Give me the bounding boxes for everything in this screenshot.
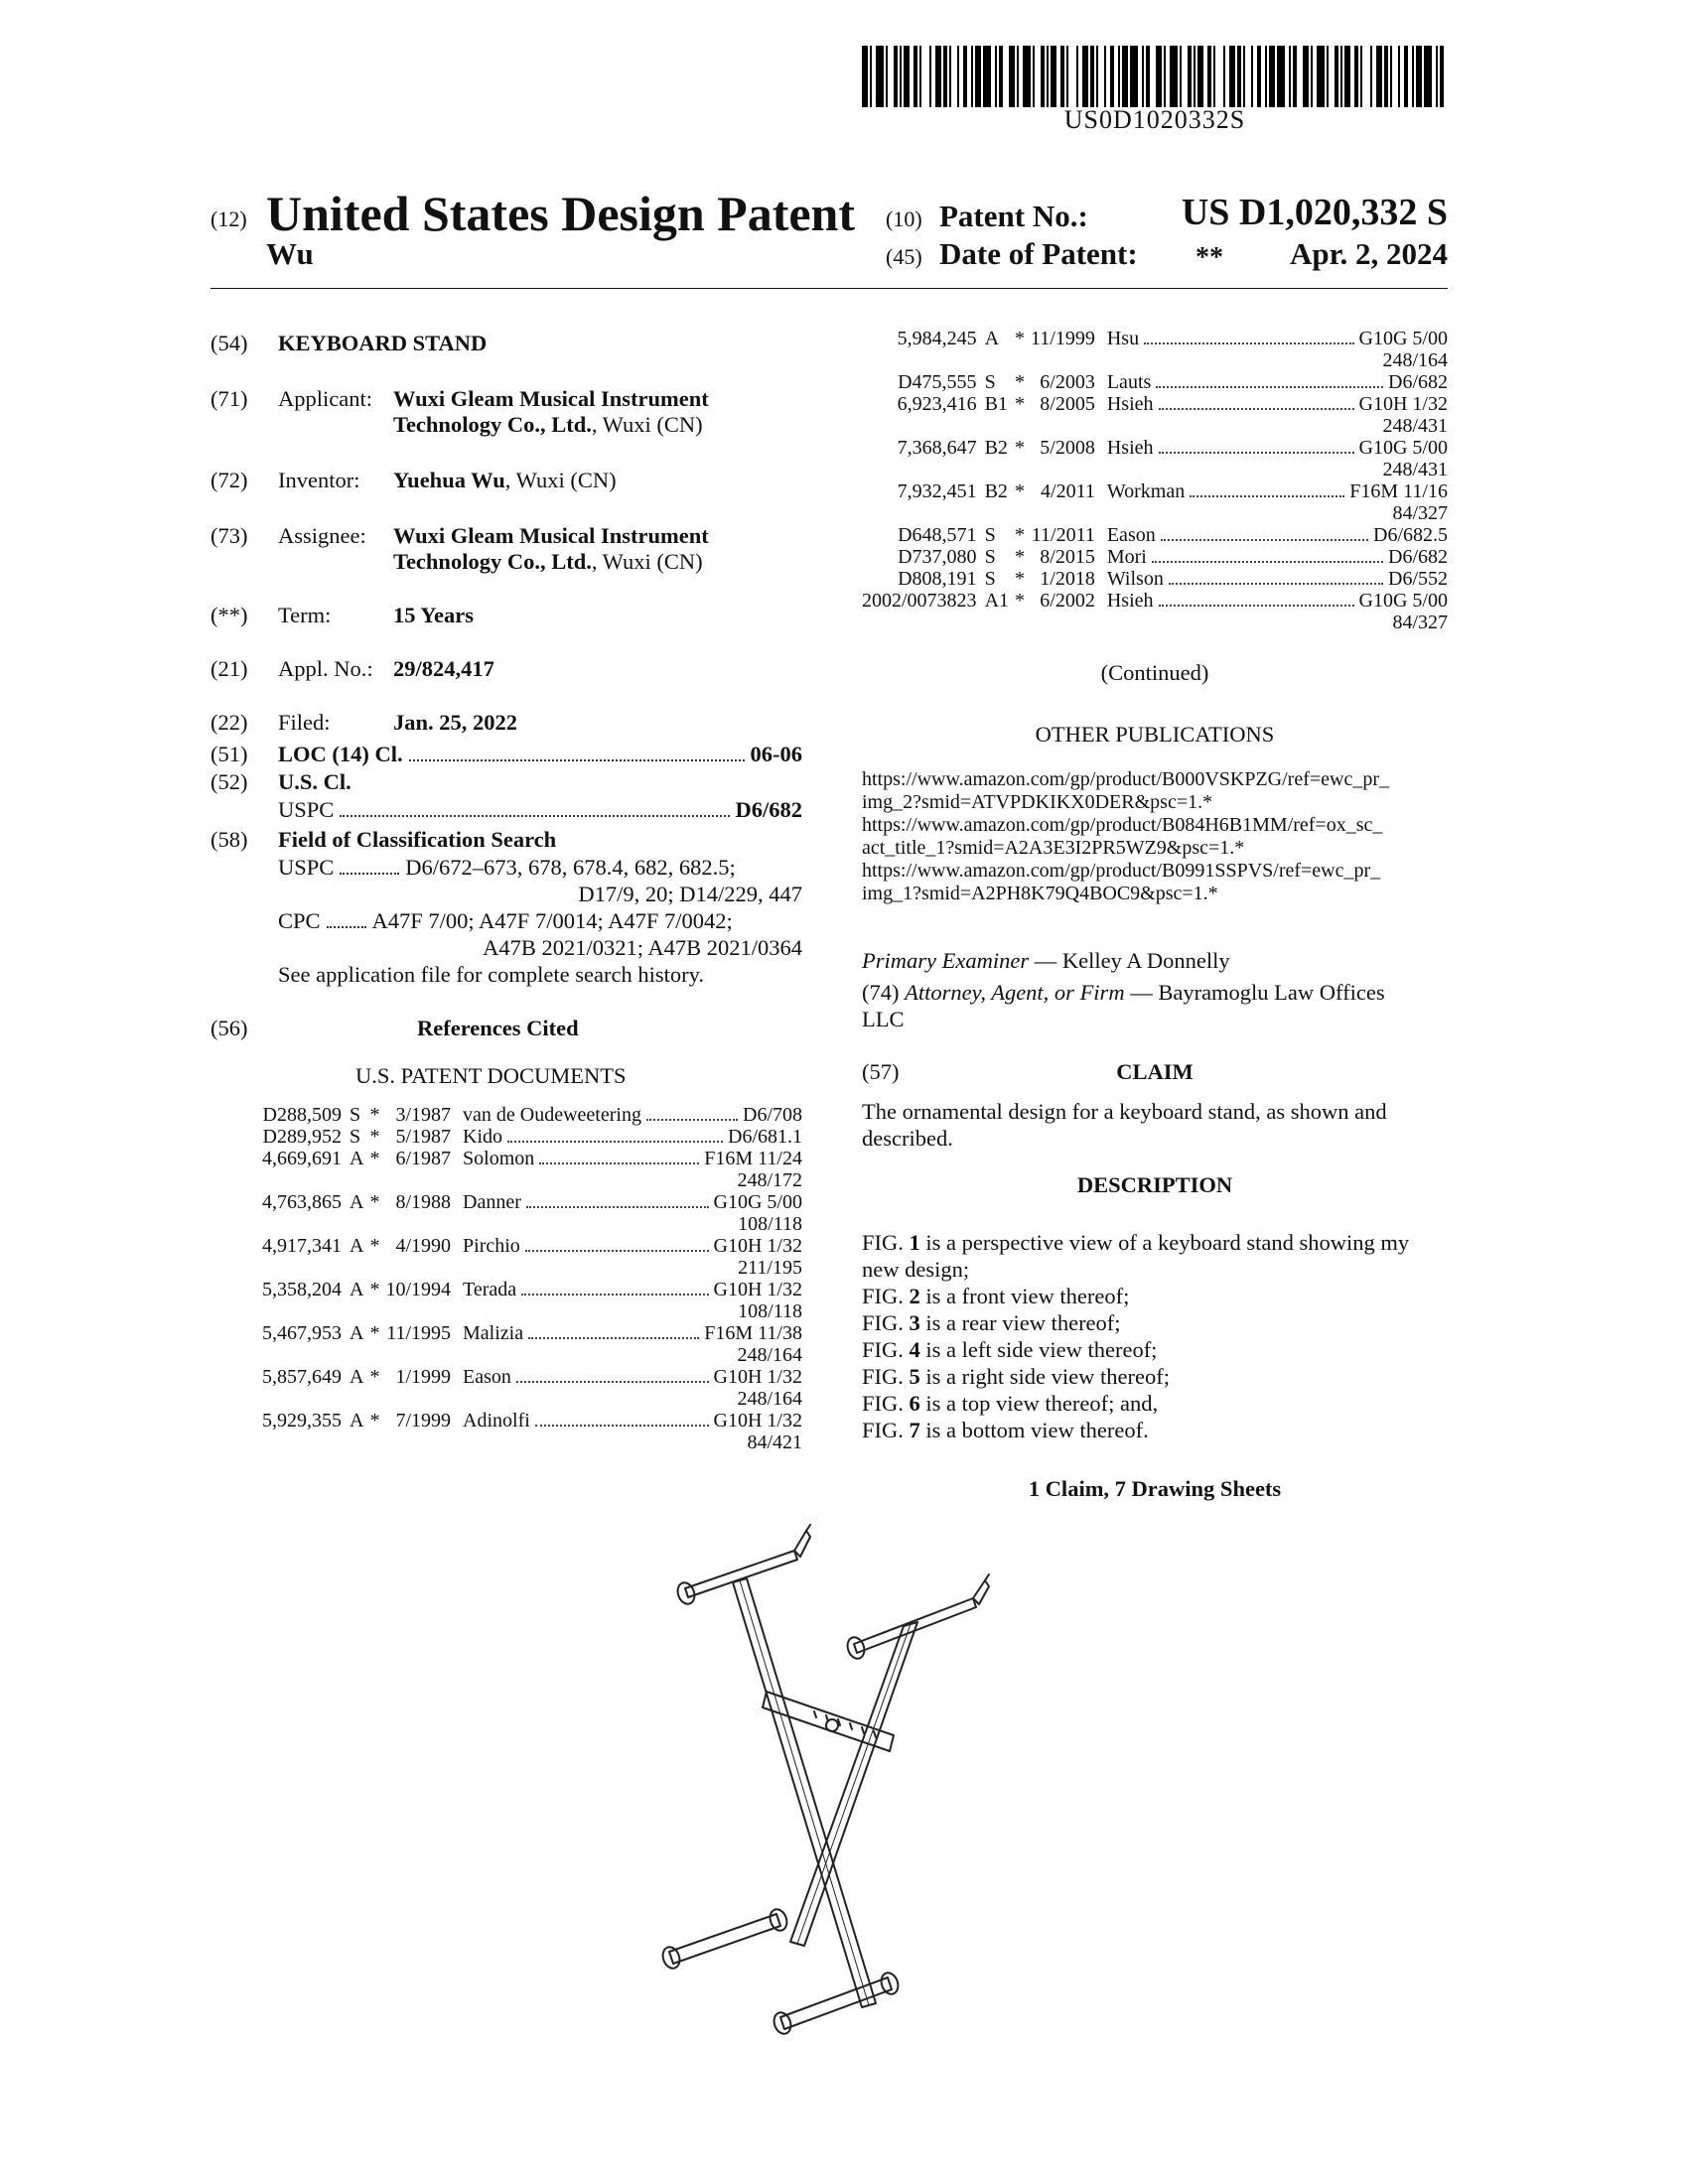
appl-label: Appl. No.: (278, 656, 373, 681)
figure-line (862, 1390, 1448, 1417)
refs-left-table (262, 1104, 802, 1453)
refs_left-row (262, 1126, 802, 1148)
ref-date: 8/2015 (1040, 546, 1095, 568)
ref-class: D6/682 (1388, 371, 1448, 393)
ref-kind: A (350, 1279, 364, 1300)
ref-kind: A (350, 1235, 364, 1257)
ref-kind: A (350, 1191, 364, 1213)
ref-name-cell (451, 1104, 802, 1126)
ref-kind: A (350, 1366, 364, 1388)
field-uspc-row (278, 854, 802, 881)
ref-class: F16M 11/16 (1349, 480, 1448, 502)
ref-number: D808,191 (898, 568, 977, 590)
ref-class: D6/682.5 (1373, 524, 1448, 546)
ref-star: * (1015, 568, 1026, 590)
ref-kind: S (984, 568, 996, 590)
barcode-text: US0D1020332S (1063, 105, 1246, 134)
date-marker: ** (1196, 242, 1223, 273)
figure-description: is a rear view thereof; (919, 1310, 1121, 1335)
figure-prefix: FIG. (862, 1418, 910, 1442)
top-right-support (845, 1574, 989, 1661)
other-publications-heading: OTHER PUBLICATIONS (1035, 722, 1275, 747)
ref-name-cell (1095, 480, 1448, 502)
date-of-patent: Apr. 2, 2024 (1289, 236, 1448, 271)
ref-inventor: Danner (463, 1191, 521, 1213)
ref-number: D648,571 (898, 524, 977, 546)
refs_right-row (862, 568, 1448, 590)
ref-date: 7/1999 (395, 1410, 452, 1432)
patent-number: US D1,020,332 S (1181, 192, 1448, 233)
uspc-row (278, 796, 802, 823)
ref-number: 4,763,865 (262, 1191, 342, 1213)
ref-inventor: Eason (463, 1366, 511, 1388)
assignee-label: Assignee: (278, 523, 366, 548)
refs_left-row (262, 1410, 802, 1432)
field-note: See application file for complete search history. (278, 962, 705, 987)
ref-class: G10G 5/00 (1358, 328, 1448, 349)
ref-number: 2002/0073823 (862, 590, 977, 612)
ref-name-cell (1095, 437, 1448, 459)
ref-number: 4,669,691 (262, 1148, 342, 1169)
applicant-line2-bold: Technology Co., Ltd. (393, 412, 592, 437)
uscl-label: U.S. Cl. (278, 769, 352, 794)
ref-class: G10H 1/32 (1358, 393, 1448, 415)
figure-description: is a right side view thereof; (919, 1364, 1170, 1389)
applicant-line1: Wuxi Gleam Musical Instrument (393, 386, 709, 411)
applicant-label: Applicant: (278, 386, 372, 411)
ref-number: 6,923,416 (897, 393, 977, 415)
ref-inventor: Solomon (463, 1148, 535, 1169)
ref-name-cell (451, 1126, 802, 1148)
figure-description: is a perspective view of a keyboard stand showing my (919, 1230, 1410, 1255)
field-code: (58) (211, 827, 248, 852)
attorney-label: Attorney, Agent, or Firm (905, 980, 1125, 1005)
ref-class: D6/552 (1388, 568, 1448, 590)
figure-description: is a bottom view thereof. (919, 1418, 1149, 1442)
examiner-label: Primary Examiner (862, 948, 1030, 973)
ref-inventor: Malizia (463, 1322, 524, 1344)
us-patent-documents-heading: U.S. PATENT DOCUMENTS (355, 1063, 627, 1088)
refs-code: (56) (211, 1016, 248, 1040)
claims-summary: 1 Claim, 7 Drawing Sheets (1028, 1476, 1282, 1501)
publication-url-3b: img_1?smid=A2PH8K79Q4BOC9&psc=1.* (862, 883, 1218, 904)
ref-inventor: Eason (1106, 524, 1156, 546)
publication-url-1a: https://www.amazon.com/gp/product/B000VSKPZG/ref=ewc_pr_ (862, 768, 1390, 790)
ref-subclass: 108/118 (738, 1300, 802, 1322)
ref-inventor: Hsieh (1106, 393, 1154, 415)
ref-kind: S (984, 546, 996, 568)
figure-line (862, 1229, 1448, 1256)
assignee-line2-bold: Technology Co., Ltd. (393, 549, 592, 574)
refs_right-row (862, 480, 1448, 502)
doc-type-title: United States Design Patent (266, 186, 856, 241)
field-label: Field of Classification Search (278, 827, 557, 852)
figure-prefix: FIG. (862, 1310, 910, 1335)
inventor-code: (72) (211, 468, 248, 492)
refs_right-subrow (862, 459, 1448, 480)
field-uspc-line1: D6/672–673, 678, 678.4, 682, 682.5; (405, 855, 736, 880)
top-left-support (675, 1525, 810, 1606)
figure-prefix: FIG. (862, 1391, 910, 1416)
figure-prefix: FIG. (862, 1337, 910, 1362)
figure-number: 2 (909, 1284, 920, 1308)
ref-star: * (1015, 480, 1026, 502)
ref-kind: S (984, 371, 996, 393)
ref-number: 7,368,647 (897, 437, 977, 459)
ref-kind: S (350, 1104, 361, 1126)
inventor-label: Inventor: (278, 468, 360, 492)
ref-class: G10H 1/32 (713, 1235, 802, 1257)
ref-inventor: Terada (463, 1279, 517, 1300)
ref-class: D6/681.1 (728, 1126, 802, 1148)
ref-date: 11/2011 (1031, 524, 1095, 546)
refs_left-subrow (262, 1344, 802, 1366)
claim-code: (57) (862, 1059, 900, 1084)
ref-number: 5,857,649 (262, 1366, 342, 1388)
ref-date: 3/1987 (395, 1104, 452, 1126)
ref-name-cell (1095, 590, 1448, 612)
ref-subclass: 211/195 (738, 1257, 802, 1279)
uspc-label: USPC (278, 797, 335, 822)
keyboard-stand-drawing (655, 1517, 1033, 2053)
appl-code: (21) (211, 656, 248, 681)
figure-line (862, 1256, 1448, 1283)
refs_left-row (262, 1148, 802, 1169)
ref-number: D289,952 (262, 1126, 342, 1148)
ref-kind: S (984, 524, 996, 546)
ref-subclass: 84/421 (747, 1432, 802, 1453)
claim-text-2: described. (862, 1126, 953, 1151)
field-uspc-label: USPC (278, 855, 335, 880)
ref-class: F16M 11/24 (704, 1148, 802, 1169)
term-code: (**) (211, 603, 248, 627)
ref-name-cell (451, 1410, 802, 1432)
ref-inventor: Hsieh (1106, 590, 1154, 612)
figure-number: 6 (909, 1391, 920, 1416)
ref-date: 4/1990 (395, 1235, 452, 1257)
figure-line (862, 1417, 1448, 1443)
ref-number: D475,555 (898, 371, 977, 393)
refs_left-subrow (262, 1388, 802, 1410)
ref-date: 4/2011 (1041, 480, 1095, 502)
ref-star: * (369, 1148, 380, 1169)
ref-inventor: Workman (1106, 480, 1186, 502)
ref-star: * (369, 1366, 380, 1388)
figure-prefix: FIG. (862, 1230, 910, 1255)
code-10: (10) (886, 206, 922, 231)
ref-inventor: Hsieh (1106, 437, 1154, 459)
filed-date: Jan. 25, 2022 (393, 710, 518, 735)
figure-description: is a left side view thereof; (919, 1337, 1158, 1362)
attorney-name: — Bayramoglu Law Offices (1130, 980, 1385, 1005)
ref-name-cell (451, 1279, 802, 1300)
ref-number: 5,984,245 (897, 328, 977, 349)
ref-number: 4,917,341 (262, 1235, 342, 1257)
uspc-value: D6/682 (735, 797, 802, 822)
date-label: Date of Patent: (939, 236, 1138, 271)
barcode (862, 46, 1448, 107)
refs_left-subrow (262, 1257, 802, 1279)
loc-row (278, 741, 802, 767)
ref-name-cell (1095, 524, 1448, 546)
loc-label: LOC (14) Cl. (278, 742, 403, 766)
ref-name-cell (451, 1322, 802, 1344)
field-cpc-label: CPC (278, 908, 321, 933)
ref-date: 6/2002 (1040, 590, 1095, 612)
ref-kind: S (350, 1126, 361, 1148)
inventor-value (393, 467, 617, 493)
ref-date: 6/1987 (395, 1148, 452, 1169)
refs_left-row (262, 1104, 802, 1126)
ref-name-cell (451, 1191, 802, 1213)
figure-description: is a front view thereof; (919, 1284, 1130, 1308)
field-cpc-line2: A47B 2021/0321; A47B 2021/0364 (483, 935, 802, 960)
refs_left-row (262, 1191, 802, 1213)
ref-star: * (369, 1235, 380, 1257)
ref-class: G10G 5/00 (1358, 437, 1448, 459)
ref-name-cell (1095, 568, 1448, 590)
refs-left-list (262, 1104, 802, 1453)
ref-number: D737,080 (898, 546, 977, 568)
refs-right-table (862, 328, 1448, 633)
refs_left-subrow (262, 1432, 802, 1453)
ref-star: * (1015, 328, 1026, 349)
ref-name-cell (1095, 328, 1448, 349)
ref-class: D6/682 (1388, 546, 1448, 568)
ref-subclass: 248/431 (1382, 415, 1448, 437)
appl-number: 29/824,417 (393, 656, 494, 681)
ref-star: * (1015, 437, 1026, 459)
figure-list (862, 1229, 1448, 1443)
refs_right-row (862, 328, 1448, 349)
filed-code: (22) (211, 710, 248, 735)
title-code: (54) (211, 331, 248, 355)
publication-url-3a: https://www.amazon.com/gp/product/B0991SSPVS/ref=ewc_pr_ (862, 860, 1381, 882)
refs_left-row (262, 1235, 802, 1257)
ref-star: * (369, 1322, 380, 1344)
refs_left-row (262, 1322, 802, 1344)
ref-star: * (1015, 590, 1026, 612)
ref-kind: B2 (984, 480, 1008, 502)
refs_left-subrow (262, 1169, 802, 1191)
figure-number: 5 (909, 1364, 920, 1389)
description-heading: DESCRIPTION (1076, 1172, 1233, 1197)
ref-name-cell (1095, 371, 1448, 393)
ref-name-cell (1095, 393, 1448, 415)
ref-star: * (369, 1191, 380, 1213)
figure-description: is a top view thereof; and, (919, 1391, 1159, 1416)
figure-line (862, 1309, 1448, 1336)
assignee-code: (73) (211, 523, 248, 548)
term-value: 15 Years (393, 603, 475, 627)
ref-name-cell (451, 1366, 802, 1388)
ref-number: 5,358,204 (262, 1279, 342, 1300)
ref-name-cell (1095, 546, 1448, 568)
ref-star: * (1015, 524, 1026, 546)
figure-number: 7 (909, 1418, 920, 1442)
uscl-code: (52) (211, 769, 248, 794)
header-rule (211, 288, 1448, 289)
ref-star: * (369, 1126, 380, 1148)
ref-class: F16M 11/38 (704, 1322, 802, 1344)
ref-date: 6/2003 (1040, 371, 1095, 393)
claim-text-1: The ornamental design for a keyboard stand, as shown and (862, 1099, 1387, 1124)
ref-kind: A (350, 1410, 364, 1432)
refs_right-row (862, 546, 1448, 568)
ref-number: 5,929,355 (262, 1410, 342, 1432)
refs_right-row (862, 524, 1448, 546)
bottom-left-foot (660, 1907, 790, 1971)
examiner-name: — Kelley A Donnelly (1034, 948, 1230, 973)
ref-number: D288,509 (262, 1104, 342, 1126)
claim-heading: CLAIM (1116, 1059, 1194, 1084)
figure-number: 1 (909, 1230, 920, 1255)
refs_right-row (862, 590, 1448, 612)
ref-name-cell (451, 1235, 802, 1257)
assignee-line1: Wuxi Gleam Musical Instrument (393, 523, 709, 548)
ref-inventor: Adinolfi (463, 1410, 530, 1432)
refs_right-subrow (862, 612, 1448, 633)
filed-label: Filed: (278, 710, 331, 735)
term-label: Term: (278, 603, 332, 627)
ref-kind: A (350, 1148, 364, 1169)
refs_right-subrow (862, 415, 1448, 437)
ref-class: G10G 5/00 (1358, 590, 1448, 612)
assignee-location: , Wuxi (CN) (591, 549, 703, 574)
ref-kind: A1 (984, 590, 1010, 612)
examiner-row (862, 947, 1230, 974)
bottom-right-foot (772, 1971, 902, 2036)
ref-star: * (369, 1104, 380, 1126)
ref-inventor: van de Oudeweetering (463, 1104, 641, 1126)
refs-cited-heading: References Cited (417, 1016, 579, 1040)
loc-code: (51) (211, 742, 248, 766)
ref-date: 11/1999 (1031, 328, 1095, 349)
ref-subclass: 108/118 (738, 1213, 802, 1235)
attorney-row (862, 979, 1385, 1006)
ref-date: 1/1999 (395, 1366, 452, 1388)
patent-title: KEYBOARD STAND (278, 331, 488, 355)
ref-star: * (1015, 546, 1026, 568)
ref-class: G10G 5/00 (713, 1191, 802, 1213)
figure-number: 4 (909, 1337, 920, 1362)
ref-subclass: 248/164 (737, 1388, 802, 1410)
ref-number: 5,467,953 (262, 1322, 342, 1344)
ref-star: * (1015, 393, 1026, 415)
ref-date: 11/1995 (386, 1322, 452, 1344)
field-uspc-line2: D17/9, 20; D14/229, 447 (578, 882, 802, 906)
inventor-location: , Wuxi (CN) (504, 468, 617, 492)
ref-date: 8/2005 (1040, 393, 1095, 415)
publication-url-2a: https://www.amazon.com/gp/product/B084H6B1MM/ref=ox_sc_ (862, 814, 1383, 836)
field-cpc-row (278, 907, 802, 934)
applicant-line2 (393, 411, 703, 438)
code-12: (12) (211, 206, 247, 231)
inventor-name: Yuehua Wu (393, 468, 505, 492)
ref-class: G10H 1/32 (713, 1279, 802, 1300)
ref-class: G10H 1/32 (713, 1410, 802, 1432)
ref-star: * (369, 1410, 380, 1432)
ref-number: 7,932,451 (897, 480, 977, 502)
figure-line (862, 1336, 1448, 1363)
ref-subclass: 248/164 (737, 1344, 802, 1366)
figure-line (862, 1363, 1448, 1390)
ref-inventor: Lauts (1106, 371, 1152, 393)
refs_left-row (262, 1279, 802, 1300)
ref-subclass: 248/172 (737, 1169, 802, 1191)
field-cpc-line1: A47F 7/00; A47F 7/0014; A47F 7/0042; (371, 908, 733, 933)
refs_left-subrow (262, 1300, 802, 1322)
figure-line (862, 1283, 1448, 1309)
refs_right-row (862, 371, 1448, 393)
refs_left-row (262, 1366, 802, 1388)
ref-inventor: Wilson (1106, 568, 1164, 590)
refs_left-subrow (262, 1213, 802, 1235)
ref-date: 1/2018 (1040, 568, 1095, 590)
ref-date: 10/1994 (385, 1279, 452, 1300)
ref-date: 8/1988 (395, 1191, 452, 1213)
refs_right-row (862, 437, 1448, 459)
ref-kind: B1 (984, 393, 1008, 415)
continued-note: (Continued) (1100, 660, 1209, 685)
ref-subclass: 248/431 (1382, 459, 1448, 480)
ref-inventor: Pirchio (463, 1235, 520, 1257)
ref-subclass: 84/327 (1392, 502, 1448, 524)
ref-kind: B2 (984, 437, 1008, 459)
figure-number: 3 (909, 1310, 920, 1335)
ref-date: 5/1987 (395, 1126, 452, 1148)
ref-subclass: 248/164 (1382, 349, 1448, 371)
ref-inventor: Kido (463, 1126, 503, 1148)
ref-inventor: Mori (1106, 546, 1147, 568)
ref-subclass: 84/327 (1392, 612, 1448, 633)
applicant-code: (71) (211, 386, 248, 411)
figure-description: new design; (862, 1257, 970, 1282)
ref-inventor: Hsu (1106, 328, 1140, 349)
patent-no-label: Patent No.: (939, 199, 1088, 233)
ref-star: * (1015, 371, 1026, 393)
ref-date: 5/2008 (1040, 437, 1095, 459)
publication-url-1b: img_2?smid=ATVPDKIKX0DER&psc=1.* (862, 791, 1213, 813)
refs_right-subrow (862, 349, 1448, 371)
code-45: (45) (886, 244, 922, 269)
refs_right-row (862, 393, 1448, 415)
refs-right-list (862, 328, 1448, 633)
ref-kind: A (984, 328, 1000, 349)
ref-class: D6/708 (743, 1104, 802, 1126)
attorney-name-2: LLC (862, 1007, 905, 1031)
refs_right-subrow (862, 502, 1448, 524)
inventor-surname: Wu (266, 236, 314, 271)
ref-class: G10H 1/32 (713, 1366, 802, 1388)
ref-kind: A (350, 1322, 364, 1344)
attorney-code: (74) (862, 980, 900, 1005)
figure-prefix: FIG. (862, 1364, 910, 1389)
publication-url-2b: act_title_1?smid=A2A3E3I2PR5WZ9&psc=1.* (862, 837, 1245, 859)
loc-value: 06-06 (750, 742, 802, 766)
assignee-line2 (393, 548, 703, 575)
ref-name-cell (451, 1148, 802, 1169)
applicant-location: , Wuxi (CN) (591, 412, 703, 437)
figure-prefix: FIG. (862, 1284, 910, 1308)
ref-star: * (369, 1279, 380, 1300)
